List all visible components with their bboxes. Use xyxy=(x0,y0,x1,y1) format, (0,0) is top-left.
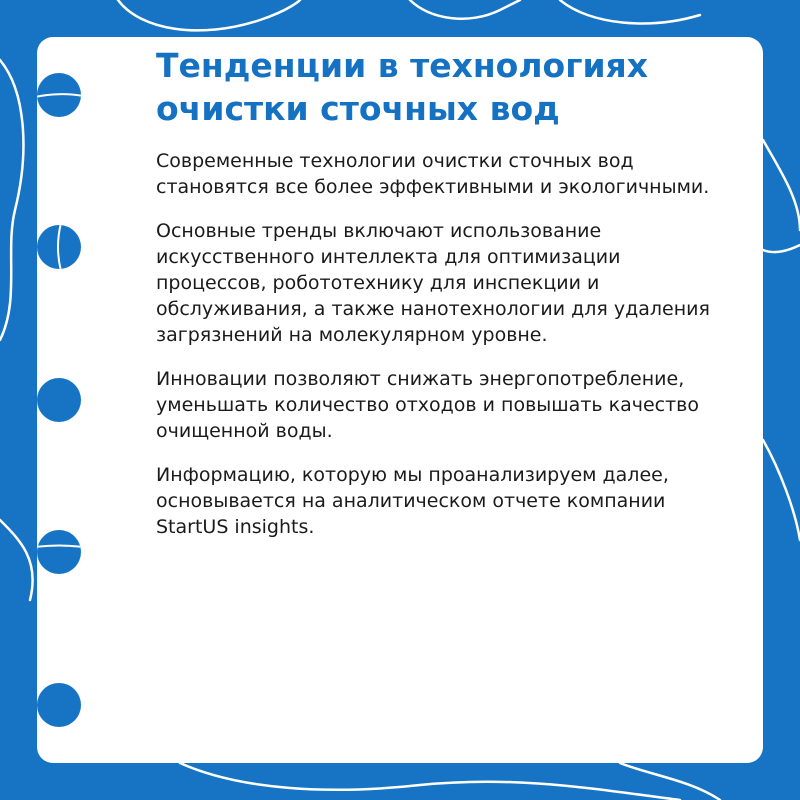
paragraph-trends: Основные тренды включают использование искусственного интеллекта для оптимизации процессов, робототехнику для инспекции и обслуживания, а также нанотехнологии для удаления загрязнений на молекулярном уровне. xyxy=(156,220,710,346)
binder-hole-icon xyxy=(37,530,81,574)
binder-hole-icon xyxy=(37,225,81,269)
paragraph-source: Информацию, которую мы проанализируем далее, основывается на аналитическом отчете компании StartUS insights. xyxy=(156,464,669,538)
binder-hole-icon xyxy=(37,683,81,727)
paragraph-innovations: Инновации позволяют снижать энергопотребление, уменьшать количество отходов и повышать качество очищенной воды. xyxy=(156,368,700,442)
body-text xyxy=(156,148,716,558)
binder-hole-icon xyxy=(37,73,81,117)
paragraph-intro: Современные технологии очистки сточных вод становятся все более эффективными и экологичными. xyxy=(156,150,710,198)
binder-hole-icon xyxy=(37,378,81,422)
page-title: Тенденции в технологиях очистки сточных вод xyxy=(156,46,649,128)
